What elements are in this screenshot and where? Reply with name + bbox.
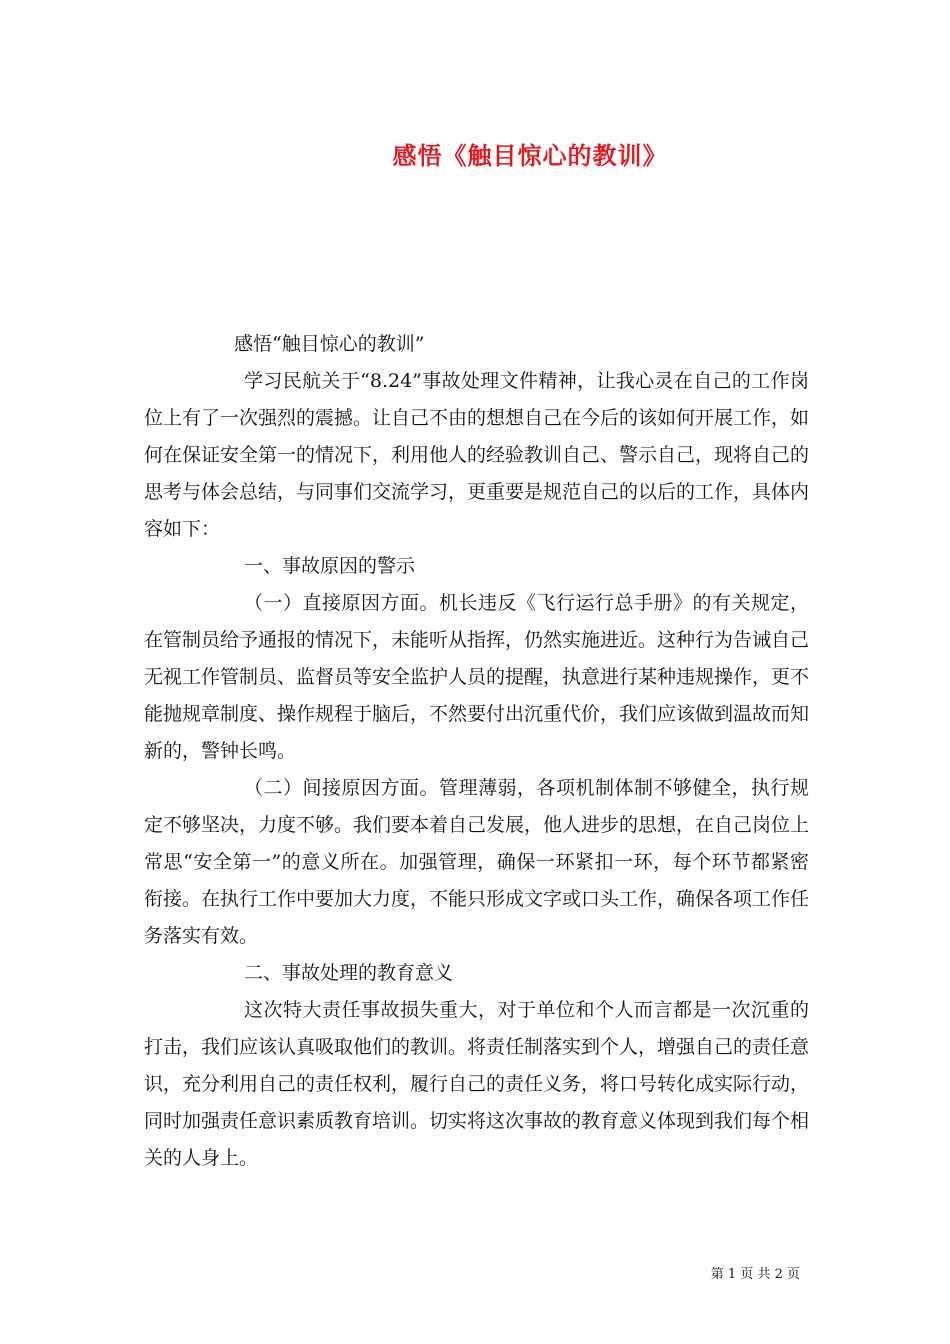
section-heading-1: 一、事故原因的警示 [244, 555, 416, 577]
document-subtitle: 感悟“触目惊心的教训” [234, 333, 425, 355]
document-title: 感悟《触目惊心的教训》 [392, 141, 668, 170]
section-heading-2: 二、事故处理的教育意义 [244, 962, 454, 984]
paragraph-indirect-cause: （二）间接原因方面。管理薄弱，各项机制体制不够健全，执行规定不够坚决，力度不够。我们要本着自己发展，他人进步的思想，在自己岗位上常思“安全第一”的意义所在。加强管理，确保一环紧扣一环，每个环节都紧密衔接。在执行工作中要加大力度，不能只形成文字或口头工作，确保各项工作任务落实有效。 [144, 777, 810, 947]
document-body [144, 326, 809, 1177]
paragraph-intro: 学习民航关于“8.24”事故处理文件精神，让我心灵在自己的工作岗位上有了一次强烈的震撼。让自己不由的想想自己在今后的该如何开展工作，如何在保证安全第一的情况下，利用他人的经验教训自己、警示自己，现将自己的思考与体会总结，与同事们交流学习，更重要是规范自己的以后的工作，具体内容如下： [144, 370, 810, 540]
paragraph-direct-cause: （一）直接原因方面。机长违反《飞行运行总手册》的有关规定，在管制员给予通报的情况下，未能听从指挥，仍然实施进近。这种行为告诫自己无视工作管制员、监督员等安全监护人员的提醒，执意进行某种违规操作，更不能抛规章制度、操作规程于脑后，不然要付出沉重代价，我们应该做到温故而知新的，警钟长鸣。 [144, 592, 810, 762]
page-footer: 第 1 页 共 2 页 [710, 1267, 800, 1282]
paragraph-education: 这次特大责任事故损失重大，对于单位和个人而言都是一次沉重的打击，我们应该认真吸取他们的教训。将责任制落实到个人，增强自己的责任意识，充分利用自己的责任权利，履行自己的责任义务，将口号转化成实际行动，同时加强责任意识素质教育培训。切实将这次事故的教育意义体现到我们每个相关的人身上。 [144, 999, 810, 1169]
